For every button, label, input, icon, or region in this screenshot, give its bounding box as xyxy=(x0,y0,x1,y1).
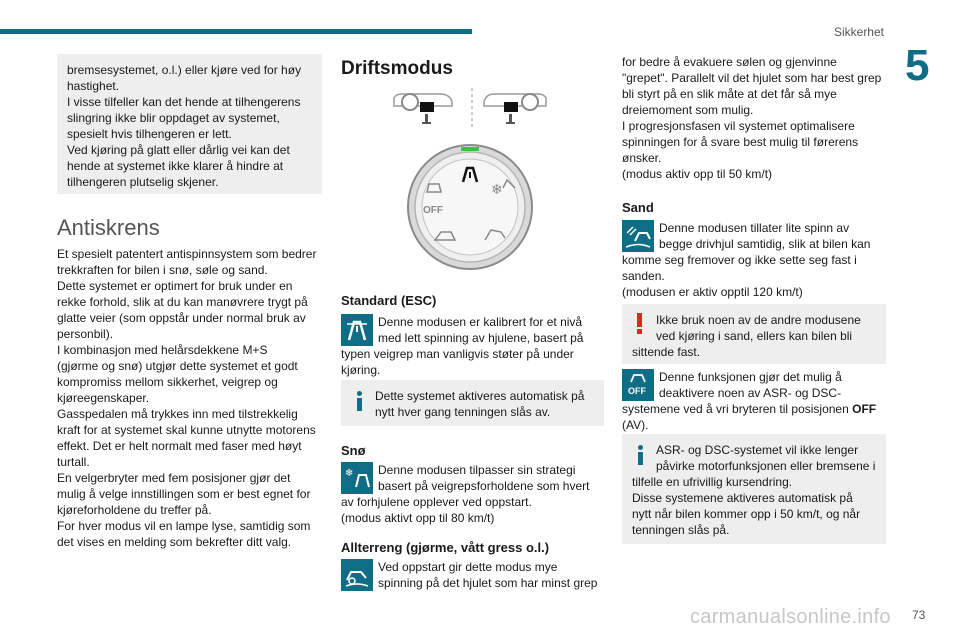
standard-text xyxy=(341,314,606,378)
antiskrens-heading: Antiskrens xyxy=(57,215,160,240)
dial-off-label: OFF xyxy=(423,205,443,216)
text-line: spinning på det hjulet som har minst grep xyxy=(378,576,598,590)
body-line: rekke forhold, slik at du kan manøvrere trygt på xyxy=(57,295,308,309)
driftsmodus-heading: Driftsmodus xyxy=(341,58,453,79)
text-line: sanden. xyxy=(622,269,665,283)
sand-warning-box xyxy=(622,304,886,364)
warning-line: sittende fast. xyxy=(632,345,701,359)
text-line: spinningen for å svare best mulig til førerens xyxy=(622,135,859,149)
body-line: Gasspedalen må trykkes inn med tilstrekkelig xyxy=(57,407,298,421)
text-line: deaktivere noen av ASR- og DSC- xyxy=(659,386,842,400)
svg-text:❄: ❄ xyxy=(491,182,503,198)
box-line: hastighet. xyxy=(67,79,120,93)
svg-text:❄: ❄ xyxy=(345,468,354,479)
body-line: trekkraften for bilen i snø, søle og sand. xyxy=(57,263,268,277)
body-line: mulig å velge innstillingen som er best egnet for xyxy=(57,487,311,501)
body-line: En velgerbryter med fem posisjoner gjør det xyxy=(57,471,291,485)
info-line: ASR- og DSC-systemet vil ikke lenger xyxy=(656,443,859,457)
warning-line: ved kjøring i sand, ellers kan bilen bli xyxy=(656,329,853,343)
info-icon xyxy=(638,445,643,465)
steering-wheel-right-icon xyxy=(484,94,546,124)
standard-esc-title: Standard (ESC) xyxy=(341,293,437,308)
standard-info-box xyxy=(341,380,604,426)
info-icon xyxy=(357,391,362,411)
text-line: (modus aktivt opp til 80 km/t) xyxy=(341,511,495,525)
box-line: tilhengeren plutselig skjener. xyxy=(67,175,219,189)
body-line: personbil). xyxy=(57,327,114,341)
text-line: typen veigrep man vanligvis støter på under xyxy=(341,347,574,361)
watermark: carmanualsonline.info xyxy=(690,606,891,628)
body-line: kraft for at systemet skal kunne utnytte motorens xyxy=(57,423,316,437)
sand-text xyxy=(622,220,887,300)
off-info-box xyxy=(622,434,886,544)
body-line: I kombinasjon med helårsdekkene M+S xyxy=(57,343,268,357)
text-line: komme seg fremover og ikke sette seg fast i xyxy=(622,253,857,267)
box-line: slingring ikke blir oppdaget av systemet, xyxy=(67,111,280,125)
body-line: kjøreegenskaper. xyxy=(57,391,150,405)
text-line: I progresjonsfasen vil systemet optimalisere xyxy=(622,119,855,133)
box-line: bremsesystemet, o.l.) eller kjøre ved for høy xyxy=(67,63,302,77)
text-line: av forhjulene opplever ved oppstart. xyxy=(341,495,532,509)
antiskrens-body xyxy=(57,246,327,550)
body-line: det vises en melding som bekrefter ditt valg. xyxy=(57,535,292,549)
text-line: Ved oppstart gir dette modus mye xyxy=(378,560,558,574)
steering-wheel-left-icon xyxy=(394,94,452,124)
warning-icon xyxy=(637,313,642,334)
section-name: Sikkerhet xyxy=(833,25,884,39)
body-line: glatte veier (som oppstår under normal bruk av xyxy=(57,311,306,325)
warning-line: Ikke bruk noen av de andre modusene xyxy=(656,313,861,327)
body-line: Et spesielt patentert antispinnsystem som bedrer xyxy=(57,247,317,261)
off-bold-label: OFF xyxy=(852,402,877,416)
text-line: Denne modusen er kalibrert for et nivå xyxy=(378,315,583,329)
allterrain-continued xyxy=(622,54,892,182)
text-line: for bedre å evakuere sølen og gjenvinne xyxy=(622,55,837,69)
text-line: (modusen er aktiv opptil 120 km/t) xyxy=(622,285,803,299)
allterrain-title: Allterreng (gjørme, vått gress o.l.) xyxy=(341,540,550,555)
text-line: begge drivhjul samtidig, slik at bilen kan xyxy=(659,237,871,251)
info-line: Dette systemet aktiveres automatisk på xyxy=(375,389,585,403)
snow-text xyxy=(341,462,606,526)
steering-wheel-illustration xyxy=(392,88,552,130)
text-line: (modus aktiv opp til 50 km/t) xyxy=(622,167,773,181)
box-line: Ved kjøring på glatt eller dårlig vei kan det xyxy=(67,143,290,157)
trailer-note-box xyxy=(57,54,322,194)
text-line: ønsker. xyxy=(622,151,662,165)
off-text xyxy=(622,369,892,433)
mode-selector-dial xyxy=(405,142,535,272)
header-bar xyxy=(0,29,472,34)
off-icon-label: OFF xyxy=(628,386,646,396)
info-line: nytt når bilen kommer opp i 50 km/t, og når xyxy=(632,507,861,521)
text-line xyxy=(622,401,892,417)
text-line: med lett spinning av hjulene, basert på xyxy=(378,331,584,345)
allterrain-text xyxy=(341,559,606,591)
info-line: nytt hver gang tenningen slås av. xyxy=(375,405,551,419)
box-line: I visse tilfeller kan det hende at tilhengerens xyxy=(67,95,301,109)
page-number: 73 xyxy=(912,608,926,622)
text-line: "grepet". Parallelt vil det hjulet som har best grep xyxy=(622,71,882,85)
text-span: systemene ved å vri bryteren til posisjonen xyxy=(622,402,853,416)
body-line: Dette systemet er optimert for bruk under en xyxy=(57,279,293,293)
body-line: kompromiss mellom sikkerhet, veigrep og xyxy=(57,375,278,389)
body-line: kjøreforholdene du treffer på. xyxy=(57,503,212,517)
info-line: tilfelle en ufrivillig kursendring. xyxy=(632,475,793,489)
text-line: basert på veigrepsforholdene som hvert xyxy=(378,479,590,493)
body-line: turtall. xyxy=(57,455,90,469)
text-line: bli styrt på en slik måte at det får så mye xyxy=(622,87,837,101)
sand-title: Sand xyxy=(622,200,654,215)
box-line: hende at systemet ikke klarer å hindre at xyxy=(67,159,284,173)
body-line: For hver modus vil en lampe lyse, samtidig som xyxy=(57,519,311,533)
text-line: kjøring. xyxy=(341,363,381,377)
info-line: tenningen slås på. xyxy=(632,523,730,537)
text-line: Denne modusen tilpasser sin strategi xyxy=(378,463,576,477)
text-line: Denne modusen tillater lite spinn av xyxy=(659,221,850,235)
body-line: effekt. Det er helt normalt med faser med høyt xyxy=(57,439,302,453)
body-line: (gjørme og snø) utgjør dette systemet et godt xyxy=(57,359,298,373)
text-line: dreiemoment som mulig. xyxy=(622,103,754,117)
text-line: (AV). xyxy=(622,418,649,432)
snow-title: Snø xyxy=(341,443,366,458)
info-line: Disse systemene aktiveres automatisk på xyxy=(632,491,853,505)
box-line: spesielt hvis tilhengeren er lett. xyxy=(67,127,232,141)
text-line: Denne funksjonen gjør det mulig å xyxy=(659,370,842,384)
chapter-number: 5 xyxy=(905,41,930,90)
info-line: påvirke motorfunksjonen eller bremsene i xyxy=(656,459,876,473)
